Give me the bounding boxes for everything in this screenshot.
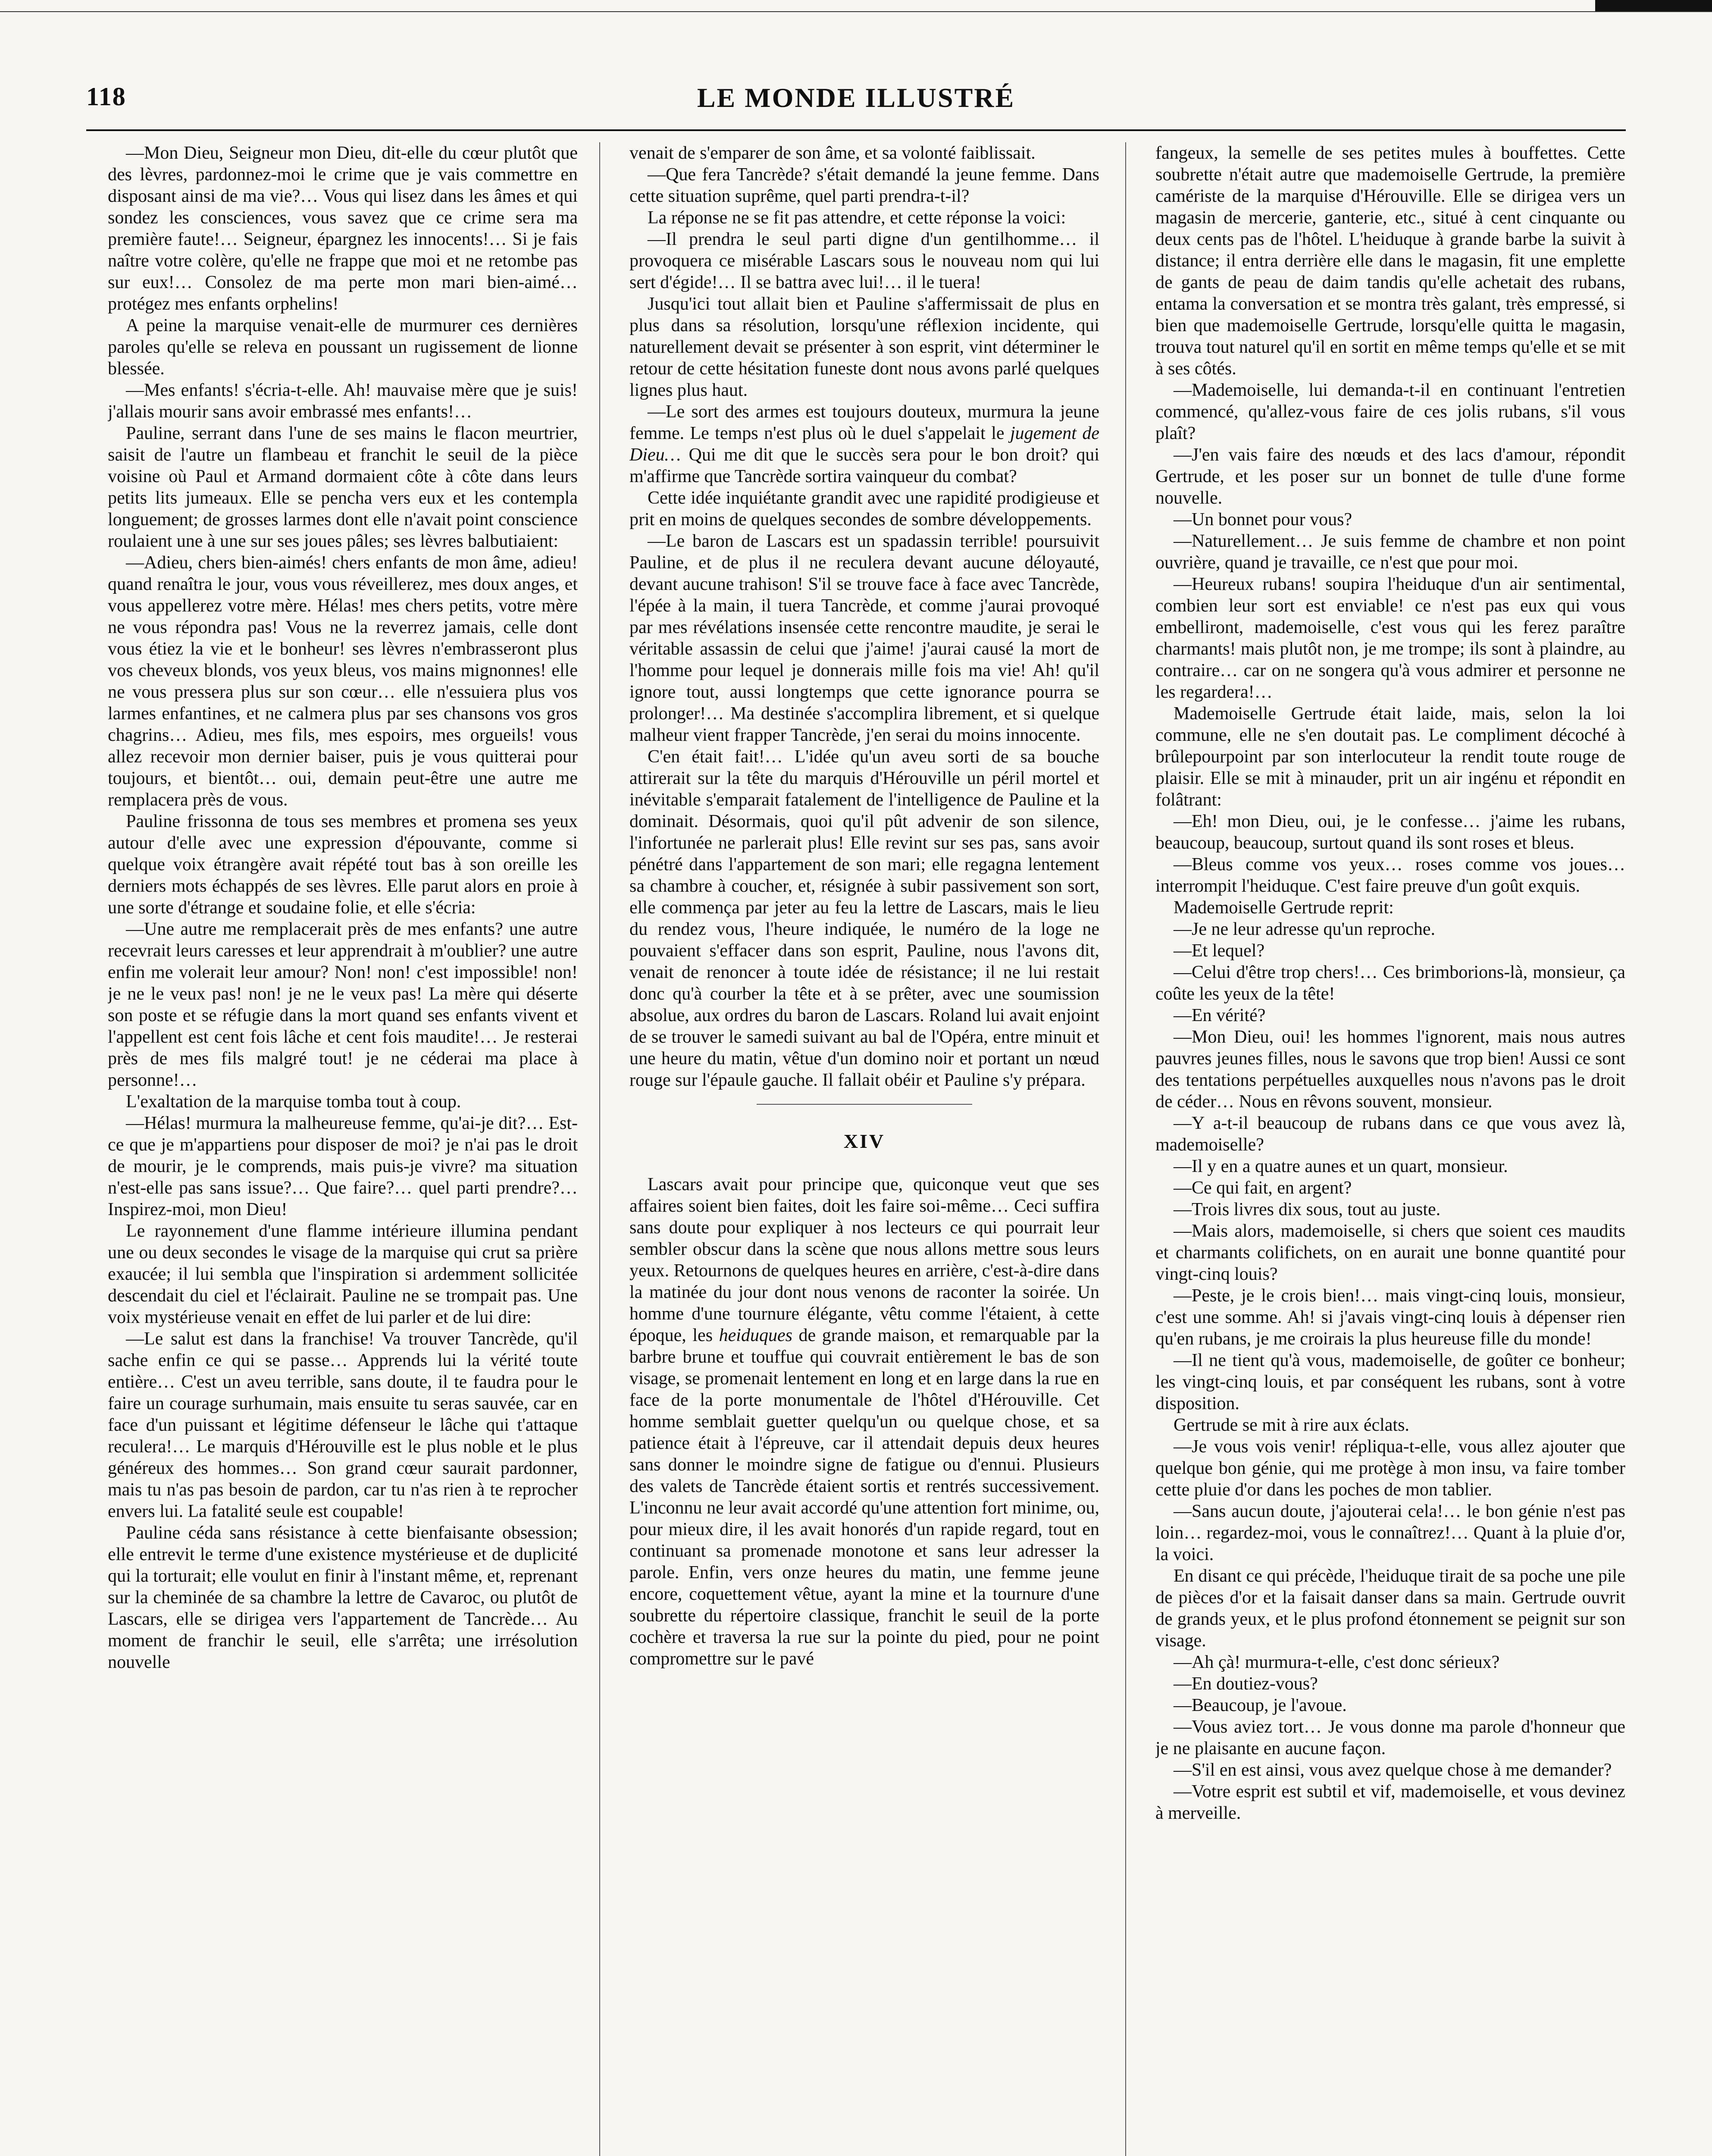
text-run: Qui me dit que le succès sera pour le bon droit? qui m'affirme que Tancrède sortira vainqueur du combat? [629,445,1099,486]
paragraph: —Vous aviez tort… Je vous donne ma parole d'honneur que je ne plaisante en aucune façon. [1155,1717,1625,1758]
journal-title: LE MONDE ILLUSTRÉ [697,82,1015,113]
column-3 [1155,142,1625,2156]
paragraph: —Que fera Tancrède? s'était demandé la jeune femme. Dans cette situation suprême, quel parti prendra-t-il? [629,165,1099,206]
paragraph: Pauline céda sans résistance à cette bienfaisante obsession; elle entrevit le terme d'une existence mystérieuse et de duplicité qui la torturait; elle voulut en finir à l'instant même, et, reprenant sur la cheminée de sa chambre la lettre de Cavaroc, ou plutôt de Lascars, elle se dirigea vers l'appartement de Tancrède… Au moment de franchir le seuil, elle s'arrêta; une irrésolution nouvelle [108,1523,578,1672]
paragraph: C'en était fait!… L'idée qu'un aveu sorti de sa bouche attirerait sur la tête du marquis d'Hérouville un péril mortel et inévitable s'emparait fatalement de l'intelligence de Pauline et la dominait. Désormais, quoi qu'il pût advenir de son silence, l'infortunée ne parlerait plus! Elle revint sur ses pas, sans avoir pénétré dans l'appartement de son mari; elle regagna lentement sa chambre à coucher, et, résignée à subir passivement son sort, elle commença par jeter au feu la lettre de Lascars, mais le lieu du rendez vous, l'heure indiquée, le numéro de la loge ne pouvaient s'effacer dans son esprit, Pauline, nous l'avons dit, venait de renoncer à toute idée de résistance; il ne lui restait donc qu'à courber la tête et à se prêter, avec une soumission absolue, aux ordres du baron de Lascars. Roland lui avait enjoint de se trouver le samedi suivant au bal de l'Opéra, entre minuit et une heure du matin, vêtue d'un domino noir et portant un nœud rouge sur l'épaule gauche. Il fallait obéir et Pauline s'y prépara. [629,747,1099,1090]
paragraph: —Mon Dieu, oui! les hommes l'ignorent, mais nous autres pauvres jeunes filles, nous le savons que trop bien! Aussi ce sont des tentations perpétuelles auxquelles nous n'avons pas le droit de céder… Nous en rêvons souvent, monsieur. [1155,1027,1625,1112]
column-1 [108,142,578,2156]
paragraph: —S'il en est ainsi, vous avez quelque chose à me demander? [1174,1760,1612,1780]
text-run: —Le sort des armes est toujours douteux, murmura la jeune femme. Le temps n'est plus où le duel s'appelait le [629,402,1099,443]
paragraph: —Trois livres dix sous, tout au juste. [1174,1200,1441,1219]
italic-text: heiduques [719,1326,792,1345]
paragraph: —Peste, je le crois bien!… mais vingt-cinq louis, monsieur, c'est une somme. Ah! si j'avais vingt-cinq louis à dépenser rien qu'en rubans, je me croirais la plus heureuse fille du monde! [1155,1286,1625,1349]
text-run: Lascars avait pour principe que, quiconque veut que ses affaires soient bien faites, doit les faire soi-même… Ceci suffira sans doute pour expliquer à nos lecteurs ce qui pourrait leur sembler obscur dans la scène que nous allons mettre sous leurs yeux. Retournons de quelques heures en arrière, c'est-à-dire dans la matinée du jour dont nous venons de raconter la soirée. Un homme d'une tournure élégante, vêtu comme l'étaient, à cette époque, les [629,1175,1099,1345]
paragraph: —Le baron de Lascars est un spadassin terrible! poursuivit Pauline, et de plus il ne reculera devant aucune déloyauté, devant aucune trahison! S'il se trouve face à face avec Tancrède, l'épée à la main, il tuera Tancrède, et comme j'aurai provoqué par mes révélations insensée cette rencontre maudite, je serai le véritable assassin de celui que j'aime! j'aurai causé la mort de l'homme pour lequel je donnerais mille fois ma vie! Ah! qu'il ignore tout, aussi longtemps que cette ignorance pourra se prolonger!… Ma destinée s'accomplira librement, et si quelque malheur vient frapper Tancrède, j'en serai du moins innocente. [629,531,1099,745]
paragraph: Cette idée inquiétante grandit avec une rapidité prodigieuse et prit en moins de quelques secondes de sombre développements. [629,488,1099,530]
paragraph [629,1174,1099,1670]
column-divider [599,142,600,2156]
paragraph: —Ce qui fait, en argent? [1174,1178,1352,1198]
paragraph: —Votre esprit est subtil et vif, mademoiselle, et vous devinez à merveille. [1155,1782,1625,1823]
page-number: 118 [86,82,126,111]
paragraph: —Y a-t-il beaucoup de rubans dans ce que vous avez là, mademoiselle? [1155,1113,1625,1155]
paragraph: A peine la marquise venait-elle de murmurer ces dernières paroles qu'elle se releva en poussant un rugissement de lionne blessée. [108,316,578,379]
paragraph: L'exaltation de la marquise tomba tout à coup. [126,1092,461,1112]
paragraph [629,401,1099,487]
paragraph: —Beaucoup, je l'avoue. [1174,1695,1347,1715]
paragraph: —Il prendra le seul parti digne d'un gentilhomme… il provoquera ce misérable Lascars sous le nouveau nom qui lui sert d'égide!… Il se battra avec lui!… il le tuera! [629,229,1099,292]
paragraph: —Sans aucun doute, j'ajouterai cela!… le bon génie n'est pas loin… regardez-moi, vous le connaîtrez!… Quant à la pluie d'or, la voici. [1155,1501,1625,1564]
top-edge-line [0,11,1712,12]
paragraph: —Un bonnet pour vous? [1174,510,1352,530]
paragraph: Mademoiselle Gertrude était laide, mais, selon la loi commune, elle ne s'en doutait pas. Le compliment décoché à brûlepourpoint par son interlocuteur la rendit toute rouge de plaisir. Elle se mit à minauder, prit un air ingénu et répondit en folâtrant: [1155,704,1625,810]
paragraph: —Bleus comme vos yeux… roses comme vos joues… interrompit l'heiduque. C'est faire preuve d'un goût exquis. [1155,855,1625,896]
paragraph: Pauline, serrant dans l'une de ses mains le flacon meurtrier, saisit de l'autre un flambeau et franchit le seuil de la pièce voisine où Paul et Armand dormaient côte à côte dans leurs petits lits jumeaux. Elle se pencha vers eux et les contempla longuement; de grosses larmes dont elle n'avait point conscience roulaient une à une sur ses joues pâles; ses lèvres balbutiaient: [108,423,578,551]
paragraph: —En vérité? [1174,1006,1266,1025]
paragraph: Gertrude se mit à rire aux éclats. [1174,1415,1409,1435]
paragraph: —Je vous vois venir! répliqua-t-elle, vous allez ajouter que quelque bon génie, qui me protège à mon insu, va faire tomber cette pluie d'or dans les poches de mon tablier. [1155,1437,1625,1500]
paragraph: La réponse ne se fit pas attendre, et cette réponse la voici: [648,208,1066,228]
top-edge-bar [1595,0,1712,11]
paragraph: venait de s'emparer de son âme, et sa volonté faiblissait. [629,143,1036,163]
paragraph: —Ah çà! murmura-t-elle, c'est donc sérieux? [1174,1652,1500,1672]
paragraph: Le rayonnement d'une flamme intérieure illumina pendant une ou deux secondes le visage de la marquise qui crut sa prière exaucée; il lui sembla que l'inspiration si ardemment sollicitée descendait du ciel et l'éclairait. Pauline ne se trompait pas. Une voix mystérieuse venait en effet de lui parler et de lui dire: [108,1221,578,1327]
paragraph: En disant ce qui précède, l'heiduque tirait de sa poche une pile de pièces d'or et la faisait danser dans sa main. Gertrude ouvrit de grands yeux, et le plus profond étonnement se peignit sur son visage. [1155,1566,1625,1651]
paragraph: —Une autre me remplacerait près de mes enfants? une autre recevrait leurs caresses et leur apprendrait à m'oublier? une autre enfin me volerait leur amour? Non! non! c'est impossible! non! je ne le veux pas! non! je ne le veux pas! La mère qui déserte son poste et se réfugie dans la mort quand ses enfants vivent et l'appellent est cent fois lâche et cent fois maudite!… Je resterai près de mes fils malgré tout! je ne céderai ma place à personne!… [108,919,578,1090]
paragraph: —Mes enfants! s'écria-t-elle. Ah! mauvaise mère que je suis! j'allais mourir sans avoir embrassé mes enfants!… [108,380,578,422]
page-header [86,82,1626,121]
paragraph: —Je ne leur adresse qu'un reproche. [1174,919,1435,939]
paragraph: —Hélas! murmura la malheureuse femme, qu'ai-je dit?… Est-ce que je m'appartiens pour disposer de moi? je n'ai pas le droit de mourir, je le comprends, mais puis-je vivre? ma situation n'est-elle pas sans issue?… Que faire?… quel parti prendre?… Inspirez-moi, mon Dieu! [108,1113,578,1219]
paragraph: —Et lequel? [1174,941,1265,961]
paragraph: —Le salut est dans la franchise! Va trouver Tancrède, qu'il sache enfin ce qui se passe… Apprends lui la vérité toute entière… C'est un aveu terrible, sans doute, il te faudra pour le faire un courage surhumain, mais ensuite tu seras sauvée, car en face d'un puissant et légitime défenseur le lâche qui t'attaque reculera!… Le marquis d'Hérouville est le plus noble et le plus généreux des hommes… Son grand cœur saurait pardonner, mais tu n'as pas besoin de pardon, car tu n'as rien à te reprocher envers lui. La fatalité seule est coupable! [108,1329,578,1521]
header-rule [86,129,1626,131]
column-divider [1125,142,1126,2156]
chapter-heading: XIV [843,1130,886,1152]
paragraph: —Mademoiselle, lui demanda-t-il en continuant l'entretien commencé, qu'allez-vous faire de ces jolis rubans, s'il vous plaît? [1155,380,1625,443]
paragraph: Jusqu'ici tout allait bien et Pauline s'affermissait de plus en plus dans sa résolution, lorsqu'une réflexion incidente, qui naturellement devait se présenter à son esprit, vint déterminer le retour de cette hésitation funeste dont nous avons parlé quelques lignes plus haut. [629,294,1099,400]
paragraph: —Eh! mon Dieu, oui, je le confesse… j'aime les rubans, beaucoup, beaucoup, surtout quand ils sont roses et bleus. [1155,812,1625,853]
paragraph: —Il y en a quatre aunes et un quart, monsieur. [1174,1156,1508,1176]
paragraph: Pauline frissonna de tous ses membres et promena ses yeux autour d'elle avec une expression d'épouvante, comme si quelque voix étrangère avait répété tout bas à son oreille les derniers mots échappés de ses lèvres. Elle parut alors en proie à une sorte d'étrange et soudaine folie, et elle s'écria: [108,812,578,918]
paragraph: —Celui d'être trop chers!… Ces brimborions-là, monsieur, ça coûte les yeux de la tête! [1155,962,1625,1004]
paragraph: —J'en vais faire des nœuds et des lacs d'amour, répondit Gertrude, et les poser sur un bonnet de tulle d'une forme nouvelle. [1155,445,1625,508]
paragraph: —Il ne tient qu'à vous, mademoiselle, de goûter ce bonheur; les vingt-cinq louis, et par conséquent les rubans, sont à votre disposition. [1155,1351,1625,1413]
paragraph: fangeux, la semelle de ses petites mules à bouffettes. Cette soubrette n'était autre que mademoiselle Gertrude, la première camériste de la marquise d'Hérouville. Elle se dirigea vers un magasin de mercerie, ganterie, etc., situé à cent cinquante ou deux cents pas de l'hôtel. L'heiduque à grande barbe la suivit à distance; il entra derrière elle dans le magasin, fit une emplette de gants de peau de daim tandis qu'elle achetait des rubans, entama la conversation et se montra très galant, très empressé, si bien que mademoiselle Gertrude, lorsqu'elle quitta le magasin, trouva tout naturel qu'il en sortit en même temps qu'elle et se mit à ses côtés. [1155,143,1625,379]
column-2 [629,142,1099,2156]
paragraph: —Mais alors, mademoiselle, si chers que soient ces maudits et charmants colifichets, on en aurait une bonne quantité pour vingt-cinq louis? [1155,1221,1625,1284]
section-separator [757,1104,972,1105]
italic-text: jugement de Dieu… [629,423,1099,465]
text-run: de grande maison, et remarquable par la barbre brune et touffue qui couvrait entièrement le bas de son visage, se promenait lentement en long et en large dans la rue en face de la porte monumentale de l'hôtel d'Hérouville. Cet homme semblait guetter quelqu'un ou quelque chose, et sa patience était à l'épreuve, car il attendait depuis deux heures sans donner le moindre signe de fatigue ou d'ennui. Plusieurs des valets de Tancrède étaient sortis et rentrés successivement. L'inconnu ne leur avait accordé qu'une attention fort minime, ou, pour mieux dire, il les avait honorés d'un rapide regard, tout en continuant sa promenade monotone et sans leur adresser la parole. Enfin, vers onze heures du matin, une femme jeune encore, coquettement vêtue, ayant la mine et la tournure d'une soubrette du répertoire classique, franchit le seuil de la porte cochère et traversa la rue sur la pointe du pied, pour ne point compromettre sur le pavé [629,1326,1099,1669]
paragraph: —Mon Dieu, Seigneur mon Dieu, dit-elle du cœur plutôt que des lèvres, pardonnez-moi le crime que je vais commettre en disposant ainsi de ma vie?… Vous qui lisez dans les âmes et qui sondez les consciences, vous savez que ce crime sera ma première faute!… Seigneur, épargnez les innocents!… Si je fais naître votre colère, qu'elle ne frappe que moi et ne retombe pas sur eux!… Consolez de ma perte mon mari bien-aimé… protégez mes enfants orphelins! [108,143,578,314]
paragraph: —En doutiez-vous? [1174,1674,1318,1694]
paragraph: Mademoiselle Gertrude reprit: [1174,898,1394,918]
paragraph: —Heureux rubans! soupira l'heiduque d'un air sentimental, combien leur sort est enviable! ce n'est pas eux qui vous embelliront, mademoiselle, c'est vous qui les ferez paraître charmants! mais plutôt non, je me trompe; ils sont à plaindre, au contraire… car on ne songera qu'à vous admirer et personne ne les regardera!… [1155,574,1625,702]
paragraph: —Adieu, chers bien-aimés! chers enfants de mon âme, adieu! quand renaîtra le jour, vous vous réveillerez, mes doux anges, et vous appellerez votre mère. Hélas! mes chers petits, votre mère ne vous répondra pas! Vous ne la reverrez jamais, celle dont vous étiez la vie et le bonheur! ses lèvres n'embrasseront plus vos cheveux blonds, vos yeux bleus, vos mains mignonnes! elle ne vous pressera plus sur son cœur… elle n'essuiera plus vos larmes enfantines, et ne calmera plus par ses chansons vos gros chagrins… Adieu, mes fils, mes espoirs, mes orgueils! vous allez recevoir mon dernier baiser, puis je vous quitterai pour toujours, et bientôt… oui, demain peut-être une autre me remplacera près de vous. [108,553,578,810]
paragraph: —Naturellement… Je suis femme de chambre et non point ouvrière, quand je travaille, ce n'est que pour moi. [1155,531,1625,573]
